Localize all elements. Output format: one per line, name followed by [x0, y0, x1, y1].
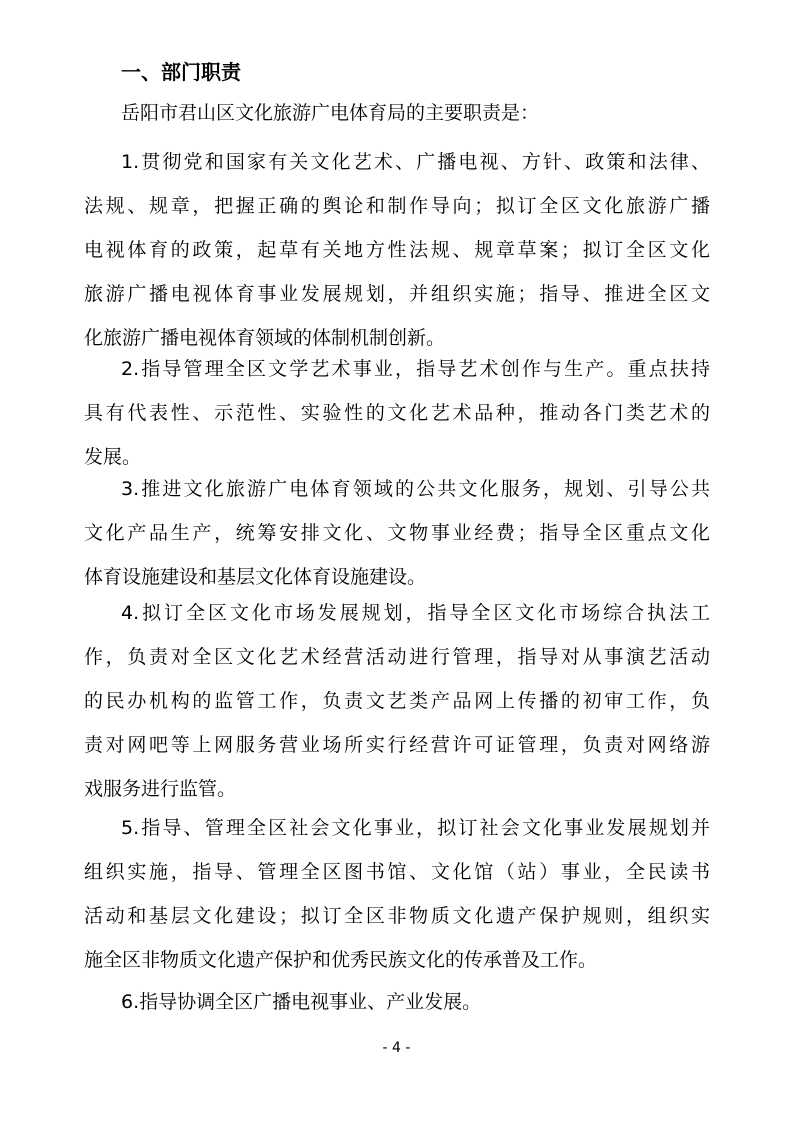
paragraph-line: 的民办机构的监管工作，负责文艺类产品网上传播的初审工作，负 — [84, 690, 710, 712]
paragraph-line: 化旅游广播电视体育领域的体制机制创新。 — [84, 327, 446, 349]
paragraph-line: 活动和基层文化建设；拟订全区非物质文化遗产保护规则，组织实 — [84, 905, 710, 927]
paragraph-line: 电视体育的政策，起草有关地方性法规、规章草案；拟订全区文化 — [84, 239, 710, 261]
paragraph-line: 6.指导协调全区广播电视事业、产业发展。 — [121, 991, 482, 1013]
paragraph-line: 1.贯彻党和国家有关文化艺术、广播电视、方针、政策和法律、 — [121, 151, 710, 173]
paragraph-line: 4.拟订全区文化市场发展规划，指导全区文化市场综合执法工 — [121, 602, 710, 624]
paragraph-3 — [84, 467, 710, 599]
paragraph-line: 组织实施，指导、管理全区图书馆、文化馆（站）事业，全民读书 — [84, 861, 710, 883]
section-heading: 一、部门职责 — [121, 60, 241, 84]
paragraph-4 — [84, 591, 710, 811]
paragraph-line: 戏服务进行监管。 — [84, 778, 237, 800]
paragraph-line: 2.指导管理全区文学艺术事业，指导艺术创作与生产。重点扶持 — [121, 358, 710, 380]
paragraph-1 — [84, 140, 710, 360]
intro-paragraph: 岳阳市君山区文化旅游广电体育局的主要职责是： — [121, 102, 540, 124]
paragraph-line: 3.推进文化旅游广电体育领域的公共文化服务，规划、引导公共 — [121, 478, 710, 500]
paragraph-line: 具有代表性、示范性、实验性的文化艺术品种，推动各门类艺术的 — [84, 402, 710, 424]
paragraph-line: 旅游广播电视体育事业发展规划，并组织实施；指导、推进全区文 — [84, 283, 710, 305]
paragraph-line: 施全区非物质文化遗产保护和优秀民族文化的传承普及工作。 — [84, 949, 598, 971]
paragraph-2 — [84, 347, 710, 479]
paragraph-6 — [84, 980, 710, 1024]
paragraph-line: 体育设施建设和基层文化体育设施建设。 — [84, 566, 427, 588]
paragraph-line: 5.指导、管理全区社会文化事业，拟订社会文化事业发展规划并 — [121, 817, 710, 839]
paragraph-line: 文化产品生产，统筹安排文化、文物事业经费；指导全区重点文化 — [84, 522, 710, 544]
paragraph-5 — [84, 806, 710, 982]
page-number: - 4 - — [382, 1040, 411, 1056]
paragraph-line: 法规、规章，把握正确的舆论和制作导向；拟订全区文化旅游广播 — [84, 195, 710, 217]
paragraph-line: 发展。 — [84, 446, 142, 468]
paragraph-line: 责对网吧等上网服务营业场所实行经营许可证管理，负责对网络游 — [84, 734, 710, 756]
paragraph-line: 作，负责对全区文化艺术经营活动进行管理，指导对从事演艺活动 — [84, 646, 710, 668]
